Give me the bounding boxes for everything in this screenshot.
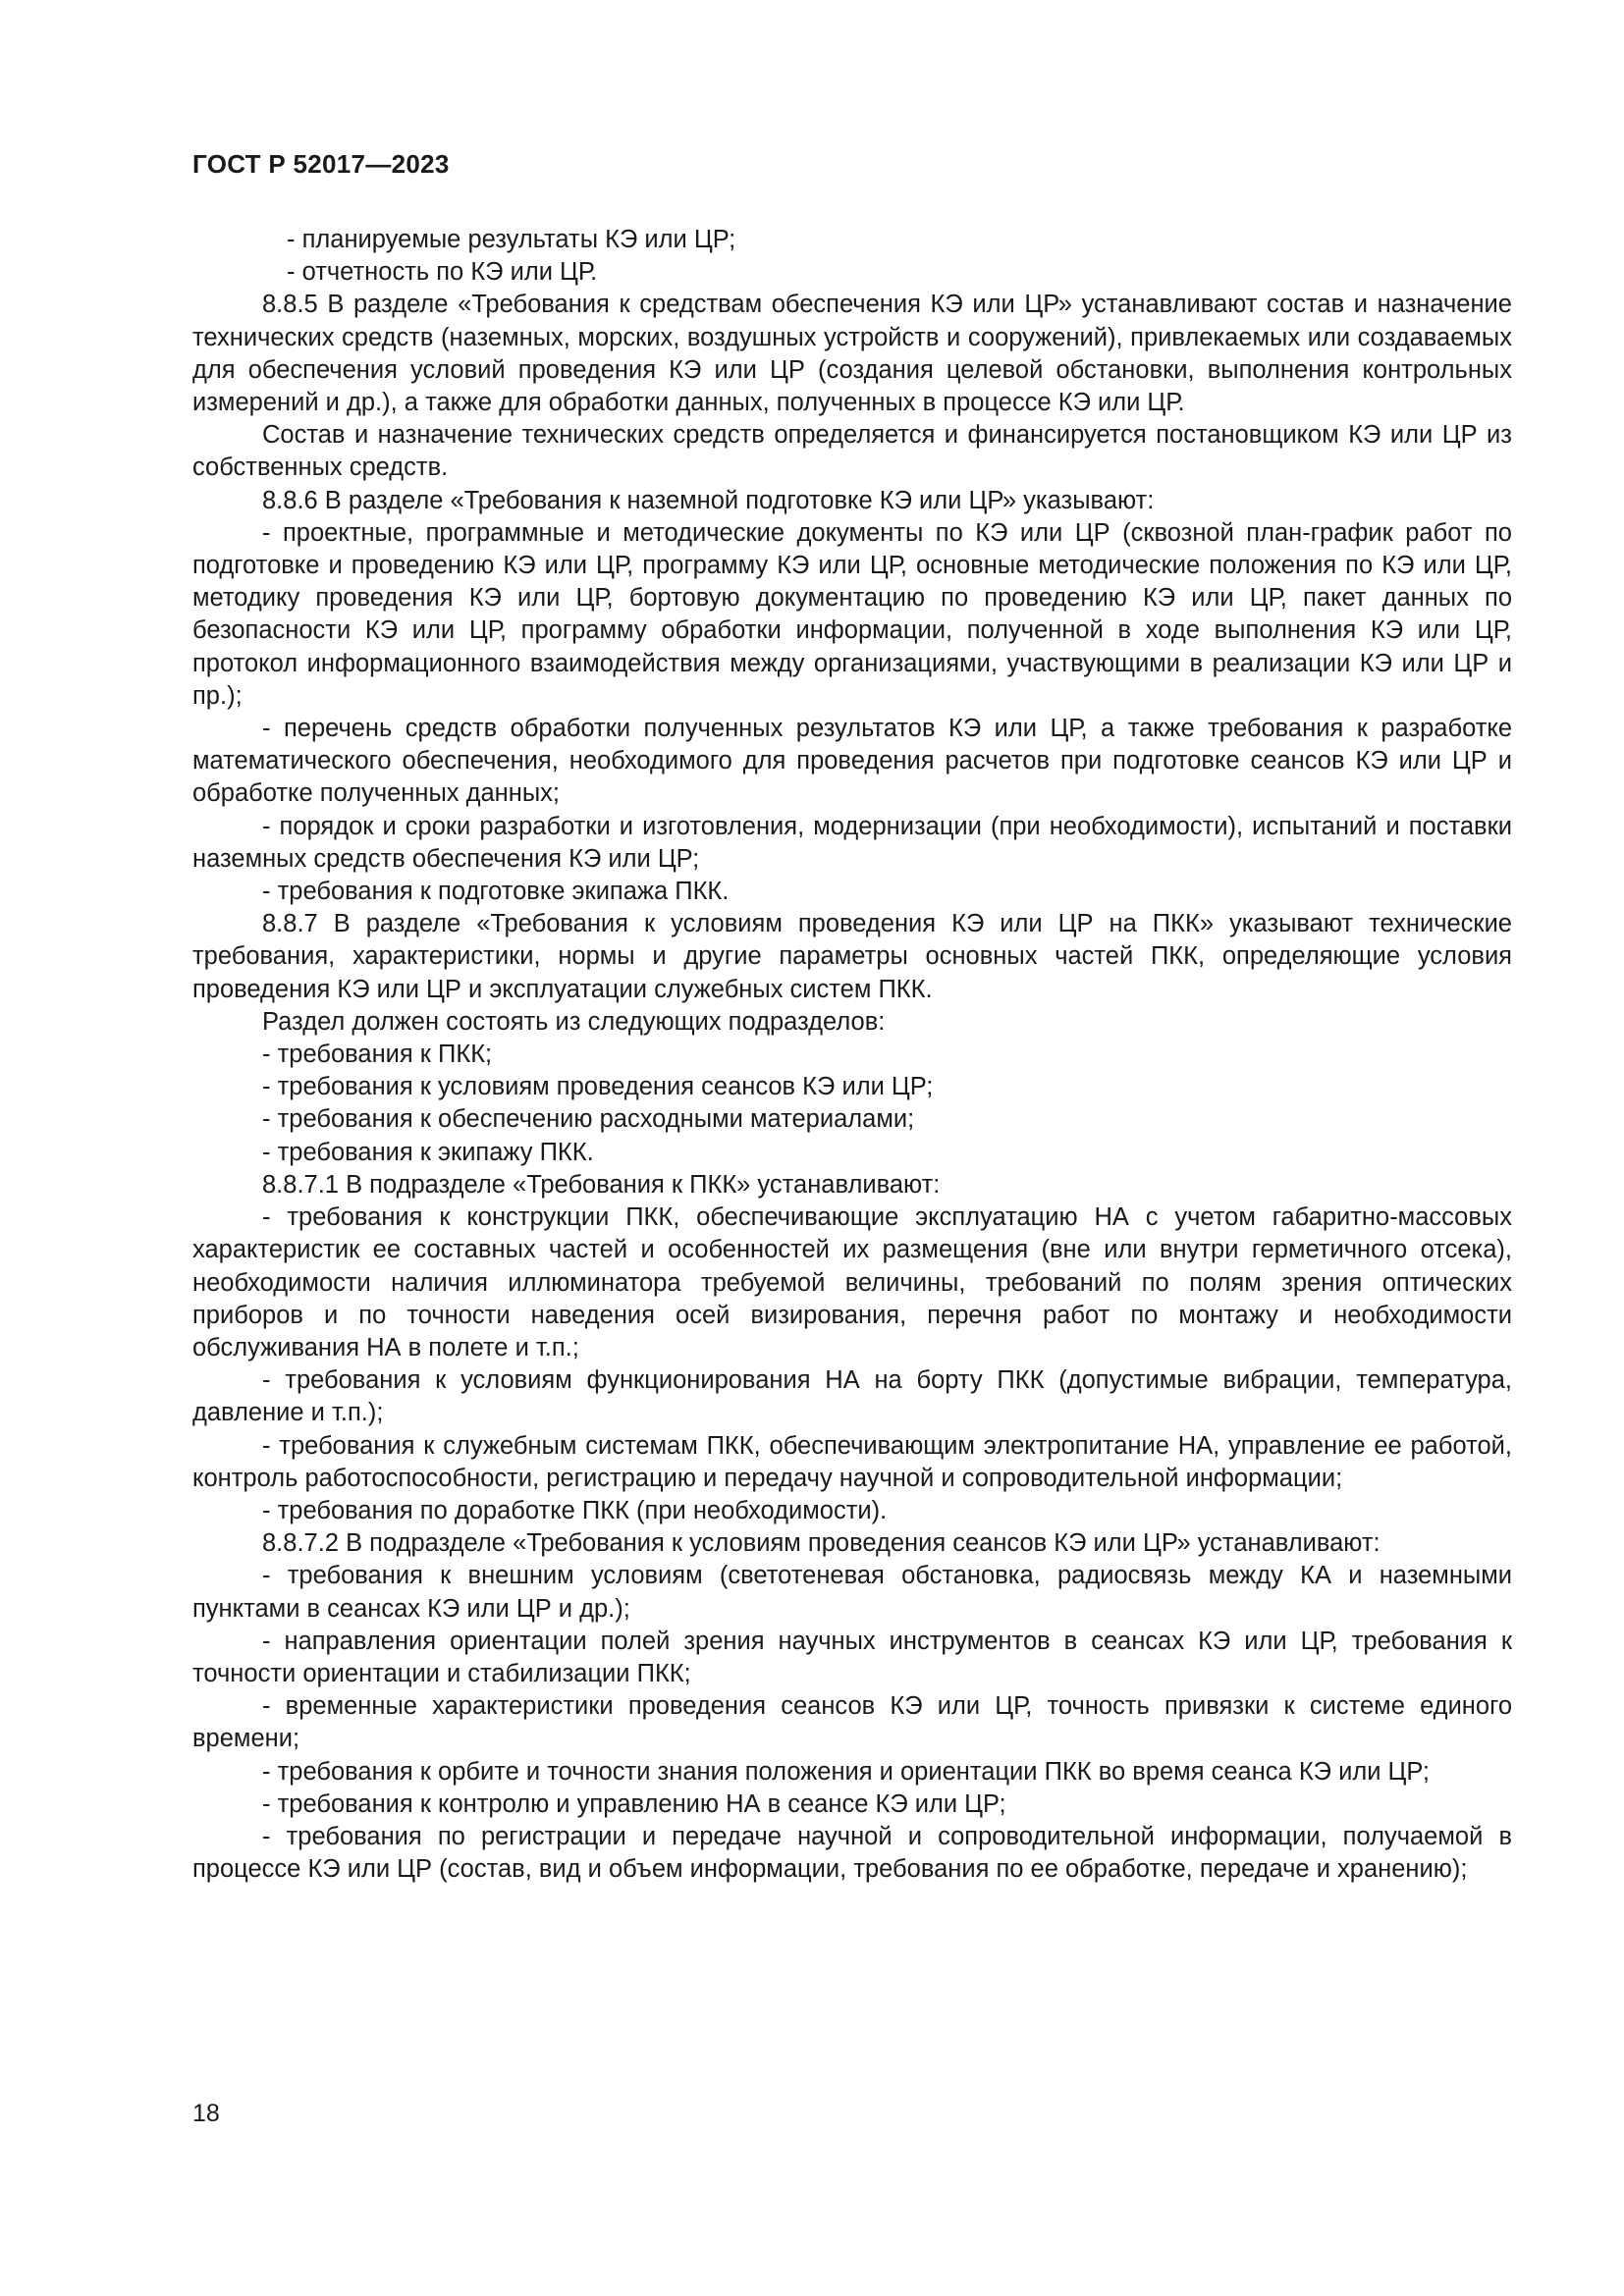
list-item: - требования к ПКК; (262, 1041, 493, 1069)
paragraph: 8.8.7 В разделе «Требования к условиям проведения КЭ или ЦР на ПКК» указывают технические требования, характеристики, нормы и другие параметры основных частей ПКК, определяющие условия проведения КЭ или ЦР и эксплуатации служебных систем ПКК. (192, 910, 1512, 1003)
list-item: - требования к условиям проведения сеансов КЭ или ЦР; (262, 1073, 934, 1101)
list-item: - требования по регистрации и передаче научной и сопроводительной информации, получаемой в процессе КЭ или ЦР (состав, вид и объем информации, требования по ее обработке, передаче и хранению); (192, 1822, 1512, 1884)
paragraph: 8.8.6 В разделе «Требования к наземной подготовке КЭ или ЦР» указывают: (262, 486, 1155, 514)
list-item: - требования к орбите и точности знания положения и ориентации ПКК во время сеанса КЭ или ЦР; (262, 1757, 1430, 1786)
list-item: - требования к контролю и управлению НА в сеансе КЭ или ЦР; (262, 1789, 1006, 1818)
paragraph: 8.8.7.1 В подразделе «Требования к ПКК» устанавливают: (262, 1170, 941, 1199)
list-item: - требования к подготовке экипажа ПКК. (262, 878, 730, 906)
list-item: - требования по доработке ПКК (при необходимости). (262, 1496, 888, 1524)
list-item: - временные характеристики проведения сеансов КЭ или ЦР, точность привязки к системе единого времени; (192, 1692, 1512, 1753)
list-item: - требования к экипажу ПКК. (262, 1138, 594, 1166)
list-item: - направления ориентации полей зрения научных инструментов в сеансах КЭ или ЦР, требования к точности ориентации и стабилизации ПКК; (192, 1627, 1512, 1687)
list-item: - перечень средств обработки полученных результатов КЭ или ЦР, а также требования к разработке математического обеспечения, необходимого для проведения расчетов при подготовке сеансов КЭ или ЦР и обработке полученных данных; (192, 715, 1512, 808)
list-item: - порядок и сроки разработки и изготовления, модернизации (при необходимости), испытаний и поставки наземных средств обеспечения КЭ или ЦР; (192, 812, 1512, 873)
paragraph: Раздел должен состоять из следующих подразделов: (262, 1007, 886, 1036)
paragraph: 8.8.7.2 В подразделе «Требования к условиям проведения сеансов КЭ или ЦР» устанавливают: (262, 1529, 1380, 1558)
paragraph: 8.8.5 В разделе «Требования к средствам обеспечения КЭ или ЦР» устанавливают состав и назначение технических средств (наземных, морских, воздушных устройств и сооружений), привлекаемых или создаваемых для обеспечения условий проведения КЭ или ЦР (создания целевой обстановки, выполнения контрольных измерений и др.), а также для обработки данных, полученных в процессе КЭ или ЦР. (192, 291, 1512, 417)
document-header: ГОСТ Р 52017—2023 (192, 149, 450, 179)
list-item: - проектные, программные и методические документы по КЭ или ЦР (сквозной план-график работ по подготовке и проведению КЭ или ЦР, программу КЭ или ЦР, основные методические положения по КЭ или ЦР, методику проведения КЭ или ЦР, бортовую документацию по проведению КЭ или ЦР, пакет данных по безопасности КЭ или ЦР, программу обработки информации, полученной в ходе выполнения КЭ или ЦР, протокол информационного взаимодействия между организациями, участвующими в реализации КЭ или ЦР и пр.); (192, 518, 1512, 710)
list-item: - требования к внешним условиям (светотеневая обстановка, радиосвязь между КА и наземными пунктами в сеансах КЭ или ЦР и др.); (192, 1562, 1512, 1623)
page-number: 18 (192, 2100, 220, 2127)
list-item: - требования к конструкции ПКК, обеспечивающие эксплуатацию НА с учетом габаритно-массовых характеристик ее составных частей и особенностей их размещения (вне или внутри герметичного отсека), необходимости наличия иллюминатора требуемой величины, требований по полям зрения оптических приборов и по точности наведения осей визирования, перечня работ по монтажу и необходимости обслуживания НА в полете и т.п.; (192, 1203, 1512, 1362)
list-item: - требования к служебным системам ПКК, обеспечивающим электропитание НА, управление ее работой, контроль работоспособности, регистрацию и передачу научной и сопроводительной информации; (192, 1431, 1512, 1492)
list-item: - требования к обеспечению расходными материалами; (262, 1105, 915, 1134)
document-body (192, 224, 1512, 1886)
list-item: - планируемые результаты КЭ или ЦР; (287, 226, 736, 253)
paragraph: Состав и назначение технических средств определяется и финансируется постановщиком КЭ или ЦР из собственных средств. (192, 421, 1512, 482)
list-item: - отчетность по КЭ или ЦР. (287, 258, 598, 287)
list-item: - требования к условиям функционирования НА на борту ПКК (допустимые вибрации, температура, давление и т.п.); (192, 1366, 1512, 1427)
